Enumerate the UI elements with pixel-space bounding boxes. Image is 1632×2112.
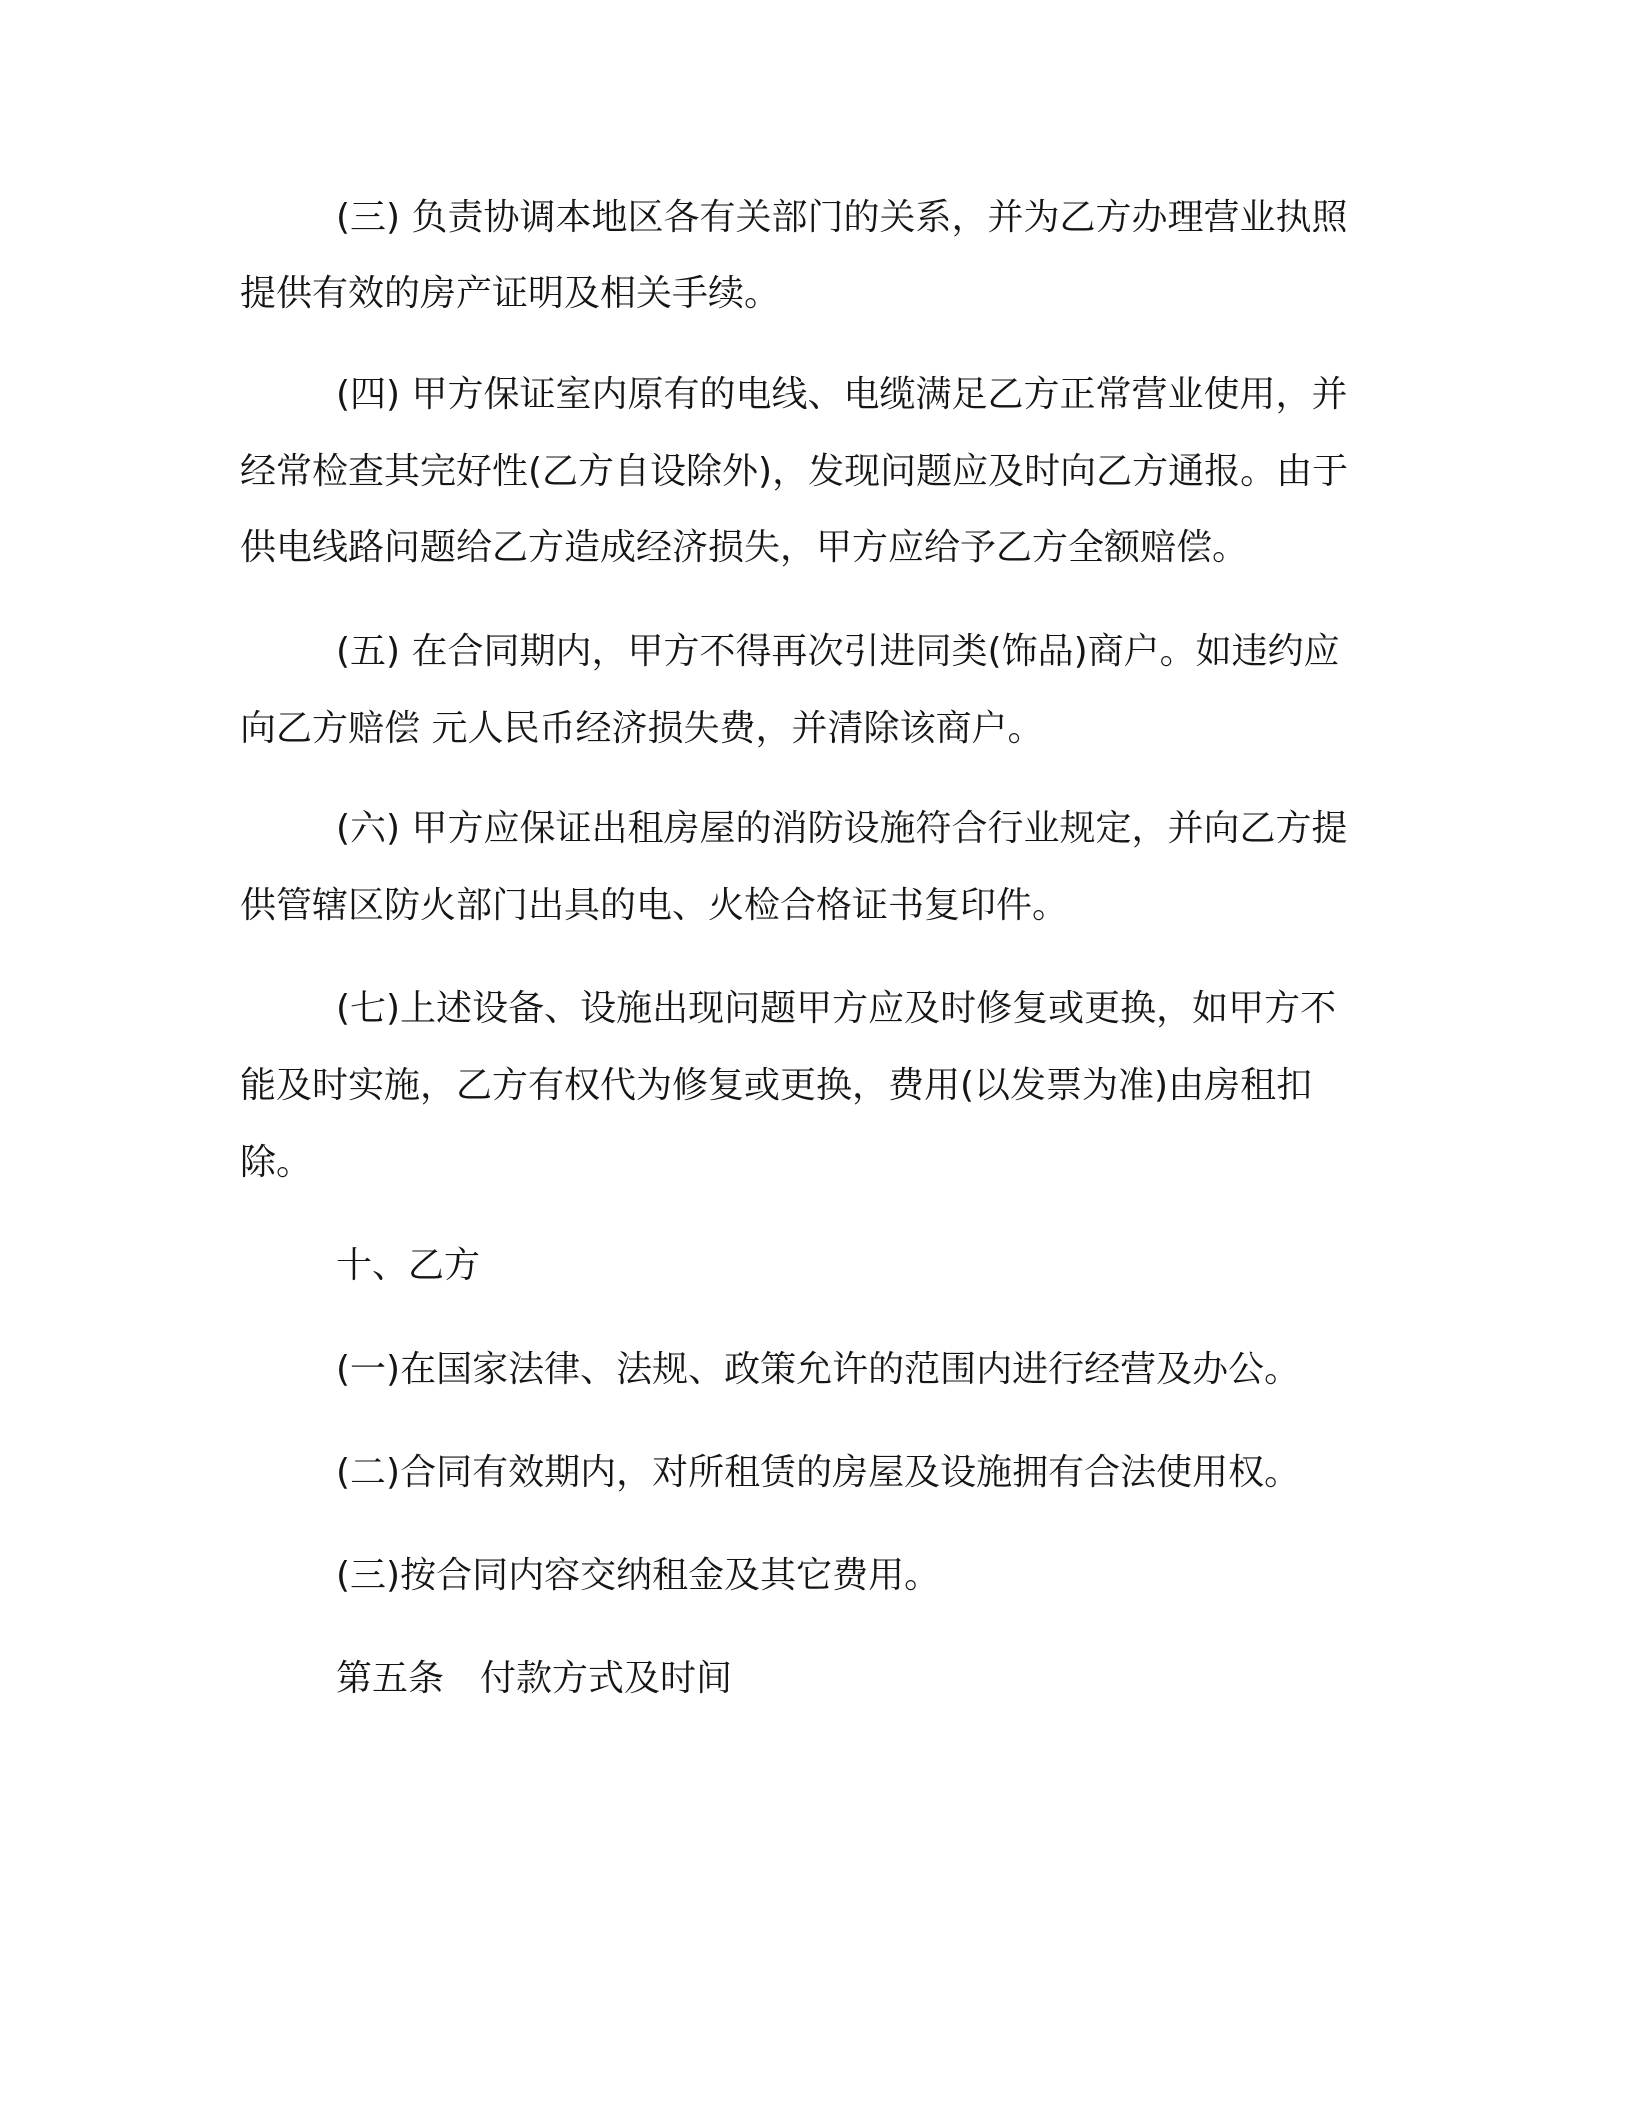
party-b-item-1: (一)在国家法律、法规、政策允许的范围内进行经营及办公。	[336, 1349, 1301, 1390]
article-5-heading: 第五条 付款方式及时间	[336, 1658, 733, 1699]
party-b-item-2: (二)合同有效期内，对所租赁的房屋及设施拥有合法使用权。	[336, 1452, 1301, 1493]
clause-4-line-3: 供电线路问题给乙方造成经济损失，甲方应给予乙方全额赔偿。	[240, 527, 1249, 568]
clause-6-line-1: (六) 甲方应保证出租房屋的消防设施符合行业规定，并向乙方提	[336, 808, 1348, 849]
section-heading-party-b: 十、乙方	[336, 1245, 481, 1286]
clause-4-line-2: 经常检查其完好性(乙方自设除外)，发现问题应及时向乙方通报。由于	[240, 451, 1349, 492]
party-b-item-3: (三)按合同内容交纳租金及其它费用。	[336, 1555, 941, 1596]
clause-7-line-3: 除。	[240, 1142, 313, 1183]
clause-5-line-1: (五) 在合同期内，甲方不得再次引进同类(饰品)商户。如违约应	[336, 631, 1340, 672]
clause-3-line-1: (三) 负责协调本地区各有关部门的关系，并为乙方办理营业执照	[336, 197, 1348, 238]
clause-4-line-1: (四) 甲方保证室内原有的电线、电缆满足乙方正常营业使用，并	[336, 374, 1348, 415]
clause-7-line-2: 能及时实施，乙方有权代为修复或更换，费用(以发票为准)由房租扣	[240, 1065, 1313, 1106]
clause-3-line-2: 提供有效的房产证明及相关手续。	[240, 273, 781, 314]
clause-5-line-2: 向乙方赔偿 元人民币经济损失费，并清除该商户。	[240, 708, 1044, 749]
clause-6-line-2: 供管辖区防火部门出具的电、火检合格证书复印件。	[240, 885, 1069, 926]
clause-7-line-1: (七)上述设备、设施出现问题甲方应及时修复或更换，如甲方不	[336, 988, 1337, 1029]
